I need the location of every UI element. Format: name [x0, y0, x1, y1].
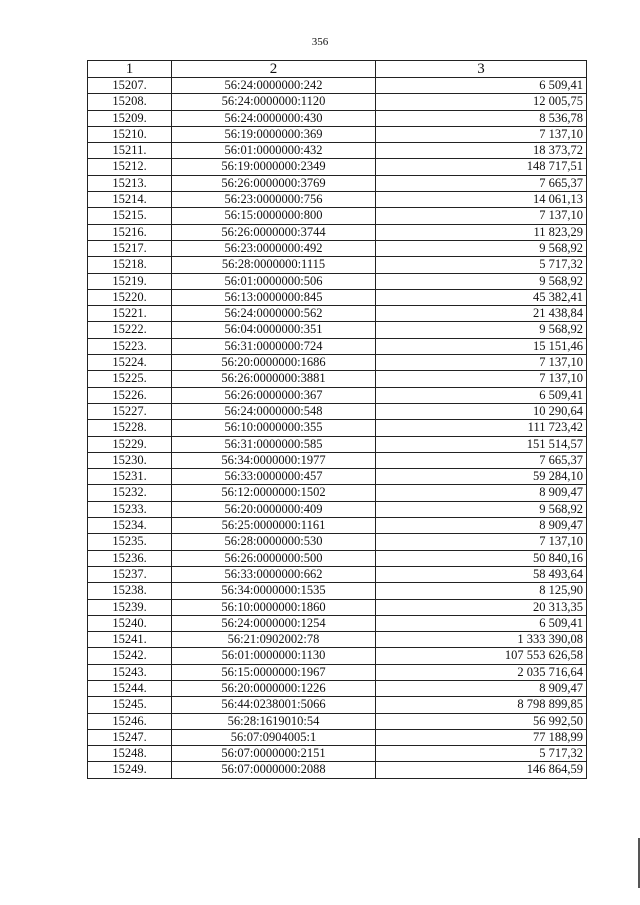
cadastral-number-cell: 56:28:1619010:54	[172, 713, 376, 729]
row-index-cell: 15210.	[88, 126, 172, 142]
table-row	[88, 518, 587, 534]
cadastral-number-cell: 56:07:0904005:1	[172, 729, 376, 745]
value-cell: 6 509,41	[376, 615, 587, 631]
table-row	[88, 566, 587, 582]
row-index-cell: 15224.	[88, 355, 172, 371]
cadastral-number-cell: 56:19:0000000:2349	[172, 159, 376, 175]
cadastral-number-cell: 56:19:0000000:369	[172, 126, 376, 142]
row-index-cell: 15213.	[88, 175, 172, 191]
table-row	[88, 729, 587, 745]
table-row	[88, 632, 587, 648]
table-row	[88, 501, 587, 517]
row-index-cell: 15220.	[88, 289, 172, 305]
cadastral-number-cell: 56:04:0000000:351	[172, 322, 376, 338]
table-row	[88, 469, 587, 485]
cadastral-number-cell: 56:34:0000000:1535	[172, 583, 376, 599]
cadastral-number-cell: 56:28:0000000:530	[172, 534, 376, 550]
table-row	[88, 403, 587, 419]
cadastral-number-cell: 56:01:0000000:506	[172, 273, 376, 289]
value-cell: 12 005,75	[376, 94, 587, 110]
cadastral-value-table	[87, 60, 587, 779]
row-index-cell: 15225.	[88, 371, 172, 387]
value-cell: 7 137,10	[376, 371, 587, 387]
row-index-cell: 15223.	[88, 338, 172, 354]
row-index-cell: 15214.	[88, 192, 172, 208]
cadastral-number-cell: 56:23:0000000:756	[172, 192, 376, 208]
table-row	[88, 78, 587, 94]
table-row	[88, 697, 587, 713]
cadastral-number-cell: 56:26:0000000:367	[172, 387, 376, 403]
table-header-row	[88, 61, 587, 78]
cadastral-number-cell: 56:24:0000000:430	[172, 110, 376, 126]
row-index-cell: 15241.	[88, 632, 172, 648]
page-number: 356	[311, 36, 329, 48]
value-cell: 8 125,90	[376, 583, 587, 599]
value-cell: 58 493,64	[376, 566, 587, 582]
table-row	[88, 224, 587, 240]
row-index-cell: 15232.	[88, 485, 172, 501]
table-row	[88, 257, 587, 273]
cadastral-number-cell: 56:44:0238001:5066	[172, 697, 376, 713]
row-index-cell: 15243.	[88, 664, 172, 680]
cadastral-number-cell: 56:01:0000000:432	[172, 143, 376, 159]
cadastral-number-cell: 56:15:0000000:800	[172, 208, 376, 224]
cadastral-number-cell: 56:26:0000000:3744	[172, 224, 376, 240]
table-row	[88, 273, 587, 289]
row-index-cell: 15249.	[88, 762, 172, 778]
row-index-cell: 15217.	[88, 240, 172, 256]
cadastral-number-cell: 56:24:0000000:1120	[172, 94, 376, 110]
table-row	[88, 387, 587, 403]
row-index-cell: 15244.	[88, 680, 172, 696]
value-cell: 14 061,13	[376, 192, 587, 208]
row-index-cell: 15211.	[88, 143, 172, 159]
row-index-cell: 15240.	[88, 615, 172, 631]
column-header-index: 1	[88, 61, 172, 78]
value-cell: 10 290,64	[376, 403, 587, 419]
row-index-cell: 15212.	[88, 159, 172, 175]
table-row	[88, 338, 587, 354]
cadastral-number-cell: 56:21:0902002:78	[172, 632, 376, 648]
cadastral-number-cell: 56:31:0000000:585	[172, 436, 376, 452]
row-index-cell: 15245.	[88, 697, 172, 713]
value-cell: 8 909,47	[376, 485, 587, 501]
row-index-cell: 15208.	[88, 94, 172, 110]
row-index-cell: 15235.	[88, 534, 172, 550]
row-index-cell: 15239.	[88, 599, 172, 615]
value-cell: 50 840,16	[376, 550, 587, 566]
value-cell: 18 373,72	[376, 143, 587, 159]
table-row	[88, 208, 587, 224]
cadastral-number-cell: 56:24:0000000:562	[172, 306, 376, 322]
cadastral-number-cell: 56:20:0000000:1226	[172, 680, 376, 696]
row-index-cell: 15207.	[88, 78, 172, 94]
row-index-cell: 15231.	[88, 469, 172, 485]
value-cell: 146 864,59	[376, 762, 587, 778]
value-cell: 107 553 626,58	[376, 648, 587, 664]
value-cell: 151 514,57	[376, 436, 587, 452]
value-cell: 8 798 899,85	[376, 697, 587, 713]
cadastral-number-cell: 56:24:0000000:1254	[172, 615, 376, 631]
value-cell: 59 284,10	[376, 469, 587, 485]
cadastral-number-cell: 56:24:0000000:242	[172, 78, 376, 94]
cadastral-number-cell: 56:20:0000000:1686	[172, 355, 376, 371]
table-row	[88, 436, 587, 452]
row-index-cell: 15230.	[88, 452, 172, 468]
row-index-cell: 15242.	[88, 648, 172, 664]
value-cell: 8 909,47	[376, 518, 587, 534]
table-row	[88, 550, 587, 566]
cadastral-number-cell: 56:34:0000000:1977	[172, 452, 376, 468]
table-row	[88, 485, 587, 501]
row-index-cell: 15227.	[88, 403, 172, 419]
table-row	[88, 110, 587, 126]
table-row	[88, 648, 587, 664]
row-index-cell: 15236.	[88, 550, 172, 566]
value-cell: 20 313,35	[376, 599, 587, 615]
row-index-cell: 15216.	[88, 224, 172, 240]
cadastral-number-cell: 56:33:0000000:662	[172, 566, 376, 582]
row-index-cell: 15218.	[88, 257, 172, 273]
table-row	[88, 175, 587, 191]
row-index-cell: 15221.	[88, 306, 172, 322]
table-row	[88, 192, 587, 208]
value-cell: 2 035 716,64	[376, 664, 587, 680]
table-row	[88, 322, 587, 338]
value-cell: 8 909,47	[376, 680, 587, 696]
value-cell: 9 568,92	[376, 273, 587, 289]
value-cell: 5 717,32	[376, 257, 587, 273]
table-row	[88, 94, 587, 110]
value-cell: 7 137,10	[376, 534, 587, 550]
table-row	[88, 615, 587, 631]
value-cell: 21 438,84	[376, 306, 587, 322]
value-cell: 148 717,51	[376, 159, 587, 175]
cadastral-number-cell: 56:26:0000000:3881	[172, 371, 376, 387]
cadastral-number-cell: 56:10:0000000:355	[172, 420, 376, 436]
table-row	[88, 599, 587, 615]
cadastral-number-cell: 56:25:0000000:1161	[172, 518, 376, 534]
table-row	[88, 371, 587, 387]
table-row	[88, 713, 587, 729]
cadastral-number-cell: 56:07:0000000:2088	[172, 762, 376, 778]
value-cell: 111 723,42	[376, 420, 587, 436]
value-cell: 5 717,32	[376, 746, 587, 762]
row-index-cell: 15248.	[88, 746, 172, 762]
cadastral-number-cell: 56:31:0000000:724	[172, 338, 376, 354]
row-index-cell: 15228.	[88, 420, 172, 436]
table-row	[88, 159, 587, 175]
row-index-cell: 15219.	[88, 273, 172, 289]
value-cell: 6 509,41	[376, 387, 587, 403]
column-header-cadastral-number: 2	[172, 61, 376, 78]
table-row	[88, 289, 587, 305]
row-index-cell: 15246.	[88, 713, 172, 729]
cadastral-number-cell: 56:07:0000000:2151	[172, 746, 376, 762]
cadastral-number-cell: 56:28:0000000:1115	[172, 257, 376, 273]
table-row	[88, 746, 587, 762]
row-index-cell: 15233.	[88, 501, 172, 517]
value-cell: 7 665,37	[376, 175, 587, 191]
cadastral-number-cell: 56:15:0000000:1967	[172, 664, 376, 680]
value-cell: 7 665,37	[376, 452, 587, 468]
row-index-cell: 15229.	[88, 436, 172, 452]
cadastral-number-cell: 56:33:0000000:457	[172, 469, 376, 485]
cadastral-number-cell: 56:26:0000000:500	[172, 550, 376, 566]
value-cell: 45 382,41	[376, 289, 587, 305]
row-index-cell: 15234.	[88, 518, 172, 534]
value-cell: 9 568,92	[376, 501, 587, 517]
value-cell: 8 536,78	[376, 110, 587, 126]
cadastral-number-cell: 56:20:0000000:409	[172, 501, 376, 517]
value-cell: 7 137,10	[376, 126, 587, 142]
value-cell: 15 151,46	[376, 338, 587, 354]
cadastral-number-cell: 56:26:0000000:3769	[172, 175, 376, 191]
table-row	[88, 126, 587, 142]
table-body	[88, 78, 587, 779]
cadastral-number-cell: 56:12:0000000:1502	[172, 485, 376, 501]
table-row	[88, 534, 587, 550]
value-cell: 9 568,92	[376, 322, 587, 338]
table-row	[88, 583, 587, 599]
value-cell: 77 188,99	[376, 729, 587, 745]
table-row	[88, 306, 587, 322]
cadastral-number-cell: 56:13:0000000:845	[172, 289, 376, 305]
table-row	[88, 762, 587, 778]
row-index-cell: 15247.	[88, 729, 172, 745]
table-row	[88, 664, 587, 680]
table-row	[88, 355, 587, 371]
row-index-cell: 15237.	[88, 566, 172, 582]
value-cell: 56 992,50	[376, 713, 587, 729]
value-cell: 1 333 390,08	[376, 632, 587, 648]
cadastral-number-cell: 56:10:0000000:1860	[172, 599, 376, 615]
value-cell: 7 137,10	[376, 355, 587, 371]
row-index-cell: 15222.	[88, 322, 172, 338]
row-index-cell: 15226.	[88, 387, 172, 403]
value-cell: 7 137,10	[376, 208, 587, 224]
table-row	[88, 680, 587, 696]
table-row	[88, 420, 587, 436]
cadastral-number-cell: 56:24:0000000:548	[172, 403, 376, 419]
table-row	[88, 143, 587, 159]
cadastral-number-cell: 56:01:0000000:1130	[172, 648, 376, 664]
value-cell: 11 823,29	[376, 224, 587, 240]
row-index-cell: 15238.	[88, 583, 172, 599]
value-cell: 9 568,92	[376, 240, 587, 256]
cadastral-number-cell: 56:23:0000000:492	[172, 240, 376, 256]
column-header-value: 3	[376, 61, 587, 78]
row-index-cell: 15209.	[88, 110, 172, 126]
value-cell: 6 509,41	[376, 78, 587, 94]
table-row	[88, 452, 587, 468]
row-index-cell: 15215.	[88, 208, 172, 224]
table-row	[88, 240, 587, 256]
